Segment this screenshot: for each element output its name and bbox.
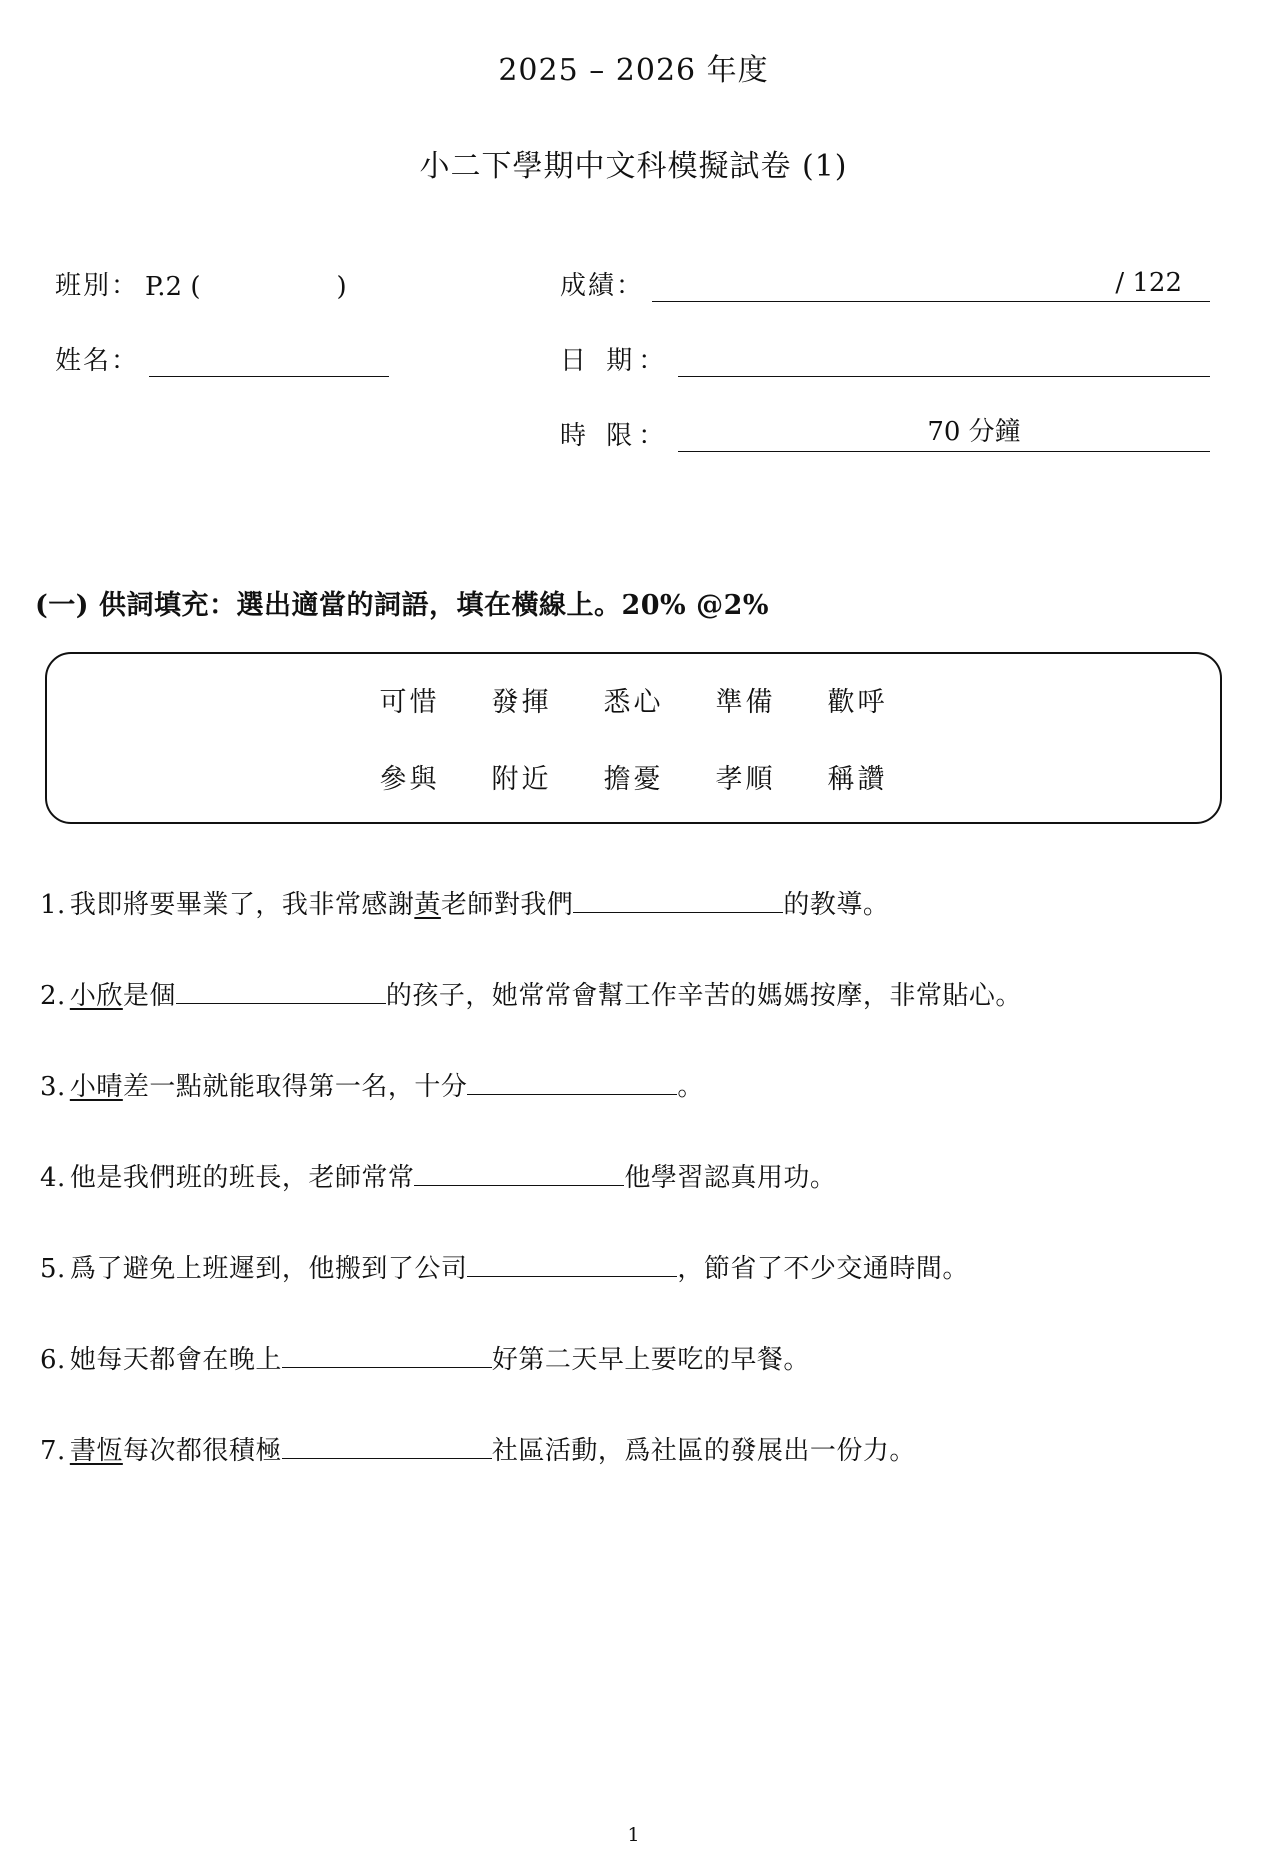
name-input-line[interactable]	[149, 375, 389, 377]
question-text-mid: 每次都很積極	[122, 1436, 282, 1466]
time-limit-label: 時 限：	[560, 421, 671, 451]
word-bank-word: 歡呼	[827, 687, 888, 718]
date-label: 日 期：	[560, 346, 671, 376]
question-item	[40, 1068, 1227, 1107]
word-bank-row-2	[47, 757, 1220, 796]
question-number: 2.	[40, 981, 66, 1011]
question-number: 6.	[40, 1345, 66, 1375]
question-text-post: 的孩子，她常常會幫工作辛苦的媽媽按摩，非常貼心。	[385, 981, 1022, 1011]
question-text-mid: 差一點就能取得第一名，十分	[122, 1072, 468, 1102]
page-number: 1	[627, 1824, 640, 1846]
question-text-post: 社區活動，爲社區的發展出一份力。	[491, 1436, 916, 1466]
time-limit-field-row	[560, 415, 1210, 452]
question-number: 7.	[40, 1436, 66, 1466]
word-bank-word: 悉心	[603, 687, 664, 718]
name-field-row	[55, 340, 555, 377]
score-field-row	[560, 265, 1210, 302]
answer-blank[interactable]	[414, 1185, 624, 1186]
question-text-post: 。	[677, 1072, 704, 1102]
score-label: 成績：	[560, 271, 645, 301]
word-bank-word: 孝順	[715, 764, 776, 795]
answer-blank[interactable]	[176, 1003, 386, 1004]
section-one-heading: (一) 供詞填充：選出適當的詞語，填在橫線上。20% @2%	[35, 590, 770, 621]
score-input-line[interactable]	[652, 268, 1210, 302]
info-right-column	[560, 265, 1210, 490]
question-item	[40, 1432, 1227, 1471]
question-number: 4.	[40, 1163, 66, 1193]
question-text-post: 好第二天早上要吃的早餐。	[491, 1345, 810, 1375]
question-text-pre: 我即將要畢業了，我非常感謝	[69, 890, 415, 920]
answer-blank[interactable]	[573, 912, 783, 913]
student-info-block	[0, 265, 1267, 465]
question-text-pre: 他是我們班的班長，老師常常	[69, 1163, 415, 1193]
word-bank-word: 稱讚	[827, 764, 888, 795]
question-text-post: 他學習認真用功。	[624, 1163, 837, 1193]
question-number: 3.	[40, 1072, 66, 1102]
class-value-close: )	[336, 272, 347, 302]
word-bank-word: 可惜	[379, 687, 440, 718]
question-item	[40, 886, 1227, 925]
date-field-row	[560, 340, 1210, 377]
question-list	[40, 886, 1227, 1471]
question-number: 1.	[40, 890, 66, 920]
question-item	[40, 1250, 1227, 1289]
class-field-row	[55, 265, 555, 302]
date-input-line[interactable]	[678, 375, 1210, 377]
word-bank-word: 準備	[715, 687, 776, 718]
question-item	[40, 1159, 1227, 1198]
name-label: 姓名：	[55, 346, 140, 376]
question-text-post: 的教導。	[783, 890, 890, 920]
word-bank-box	[45, 652, 1222, 824]
question-underlined-word: 小晴	[69, 1072, 123, 1102]
word-bank-word: 擔憂	[603, 764, 664, 795]
question-underlined-word: 書恆	[69, 1436, 123, 1466]
answer-blank[interactable]	[467, 1276, 677, 1277]
question-text-pre: 爲了避免上班遲到，他搬到了公司	[69, 1254, 468, 1284]
word-bank-word: 附近	[491, 764, 552, 795]
question-text-mid: 老師對我們	[440, 890, 574, 920]
paper-title: 小二下學期中文科模擬試卷 (1)	[419, 149, 848, 184]
answer-blank[interactable]	[467, 1094, 677, 1095]
question-item	[40, 1341, 1227, 1380]
question-number: 5.	[40, 1254, 66, 1284]
question-text-mid: 是個	[122, 981, 176, 1011]
class-label: 班別：	[55, 271, 140, 301]
info-left-column	[55, 265, 555, 415]
word-bank-word: 參與	[379, 764, 440, 795]
question-underlined-word: 黃	[414, 890, 441, 920]
academic-year-title: 2025 – 2026 年度	[498, 53, 769, 88]
answer-blank[interactable]	[282, 1367, 492, 1368]
question-item	[40, 977, 1227, 1016]
answer-blank[interactable]	[282, 1458, 492, 1459]
time-limit-line	[678, 417, 1210, 452]
question-text-pre: 她每天都會在晚上	[69, 1345, 282, 1375]
word-bank-row-1	[47, 680, 1220, 719]
word-bank-word: 發揮	[491, 687, 552, 718]
question-underlined-word: 小欣	[69, 981, 123, 1011]
exam-page	[0, 45, 1267, 1874]
question-text-post: ，節省了不少交通時間。	[677, 1254, 969, 1284]
time-limit-value: 70 分鐘	[927, 417, 1021, 447]
class-value-open: P.2 (	[145, 272, 201, 302]
score-total-note: / 122	[1115, 268, 1182, 298]
